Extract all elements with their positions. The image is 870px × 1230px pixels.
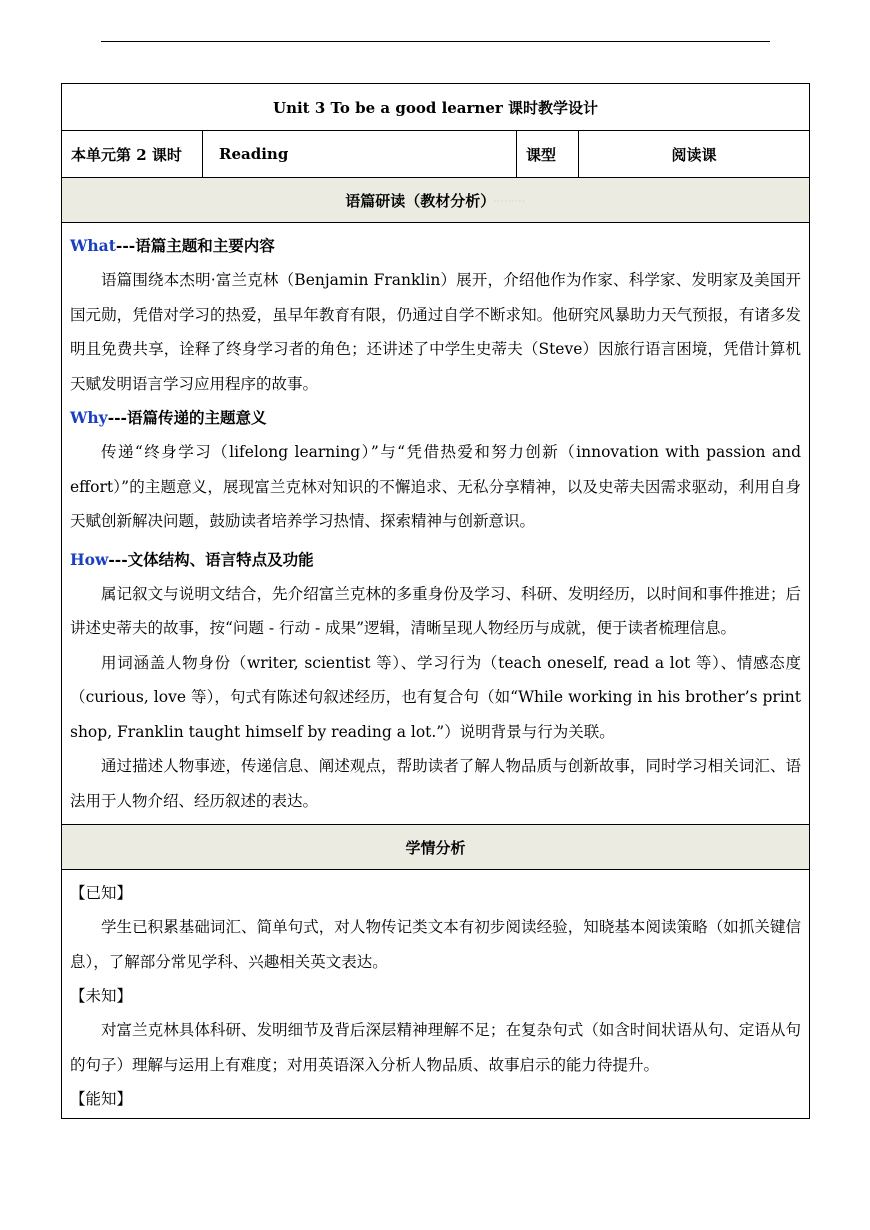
how-heading xyxy=(70,543,801,577)
known-label: 【已知】 xyxy=(70,884,133,902)
faint-watermark: ········· xyxy=(493,197,526,206)
section-header-student-analysis: 学情分析 xyxy=(62,825,810,870)
known-paragraph: 学生已积累基础词汇、简单句式，对人物传记类文本有初步阅读经验，知晓基本阅读策略（如抓关键信息），了解部分常见学科、兴趣相关英文表达。 xyxy=(70,918,802,971)
how-paragraph-function: 通过描述人物事迹，传递信息、阐述观点，帮助读者了解人物品质与创新故事，同时学习相关词汇、语法用于人物介绍、经历叙述的表达。 xyxy=(70,757,802,810)
lesson-name: Reading xyxy=(203,131,517,178)
why-paragraph: 传递“终身学习（lifelong learning）”与“凭借热爱和努力创新（innovation with passion and effort）”的主题意义，展现富兰克林对知识的不懈追求、无私分享精神，以及史蒂夫因需求驱动，利用自身天赋创新解决问题，鼓励读者培养学习热情、探索精神与创新意识。 xyxy=(70,443,802,530)
lesson-type-label: 课型 xyxy=(517,131,579,178)
header-rule xyxy=(101,41,770,42)
lesson-plan-table xyxy=(61,83,810,1119)
what-heading-en: What xyxy=(70,236,116,255)
unknown-label: 【未知】 xyxy=(70,987,133,1005)
document-title: Unit 3 To be a good learner 课时教学设计 xyxy=(62,84,810,131)
lesson-type-value: 阅读课 xyxy=(579,131,810,178)
what-paragraph: 语篇围绕本杰明·富兰克林（Benjamin Franklin）展开，介绍他作为作家、科学家、发明家及美国开国元勋，凭借对学习的热爱，虽早年教育有限，仍通过自学不断求知。他研究风暴助力天气预报，有诸多发明且免费共享，诠释了终身学习者的角色；还讲述了中学生史蒂夫（Steve）因旅行语言困境，凭借计算机天赋发明语言学习应用程序的故事。 xyxy=(70,271,802,393)
can-know-label: 【能知】 xyxy=(70,1090,133,1108)
text-analysis-body xyxy=(62,223,810,825)
why-heading-en: Why xyxy=(70,408,108,427)
lesson-number-label: 本单元第 2 课时 xyxy=(62,131,203,178)
section-header-text-analysis-label: 语篇研读（教材分析） xyxy=(345,191,488,210)
what-heading-zh: ---语篇主题和主要内容 xyxy=(115,236,275,255)
why-heading-zh: ---语篇传递的主题意义 xyxy=(107,408,267,427)
section-header-text-analysis xyxy=(62,178,810,223)
how-paragraph-language: 用词涵盖人物身份（writer, scientist 等）、学习行为（teach oneself, read a lot 等）、情感态度（curious, love 等），句式有陈述句叙述经历，也有复合句（如“While working in his brother’s print shop, Franklin taught himself by reading a lot.”）说明背景与行为关联。 xyxy=(70,653,802,741)
what-heading xyxy=(70,229,801,263)
student-analysis-body xyxy=(62,870,810,1119)
how-heading-zh: ---文体结构、语言特点及功能 xyxy=(108,549,314,569)
how-heading-en: How xyxy=(70,549,109,569)
unknown-paragraph: 对富兰克林具体科研、发明细节及背后深层精神理解不足；在复杂句式（如含时间状语从句、定语从句的句子）理解与运用上有难度；对用英语深入分析人物品质、故事启示的能力待提升。 xyxy=(70,1021,802,1074)
how-paragraph-structure: 属记叙文与说明文结合，先介绍富兰克林的多重身份及学习、科研、发明经历，以时间和事件推进；后讲述史蒂夫的故事，按“问题 - 行动 - 成果”逻辑，清晰呈现人物经历与成就，便于读者梳理信息。 xyxy=(70,584,802,637)
why-heading xyxy=(70,401,801,435)
lesson-plan-document xyxy=(61,83,809,1119)
